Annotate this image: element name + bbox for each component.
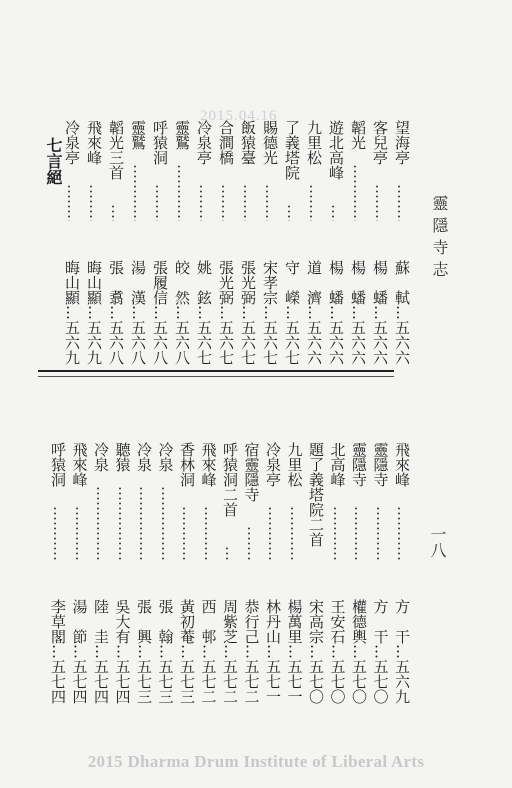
toc-leader-dots: [226, 546, 228, 560]
toc-entry-title: 賜德光: [261, 120, 279, 165]
toc-entry-page: 五六八: [173, 320, 191, 365]
toc-entry-author-page: [349, 599, 369, 704]
toc-entry-page: 五六八: [129, 320, 147, 365]
toc-entry-title: 冷泉: [156, 442, 175, 472]
toc-entry-author-page: [285, 599, 305, 704]
toc-leader-dots: [376, 184, 378, 221]
toc-entry-title: 了義塔院: [283, 120, 301, 180]
toc-entry-title: 香林洞: [178, 442, 196, 487]
toc-entry-title: 冷泉: [135, 442, 153, 472]
toc-entry-title: 呼猿洞: [151, 120, 169, 165]
toc-entry-title: 飛來峰: [393, 442, 411, 487]
toc-entry-author: 李草閣: [49, 599, 67, 644]
toc-entry-author-page: [392, 260, 412, 365]
toc-leader-sep: …: [349, 305, 367, 320]
toc-entry-author: 楊萬里: [285, 599, 304, 644]
toc-entry-author-page: [113, 599, 133, 704]
toc-leader-sep: …: [178, 644, 196, 659]
book-title: 靈隱寺志: [430, 195, 449, 283]
toc-leader-sep: …: [156, 644, 175, 659]
toc-leader-dots: [162, 486, 164, 560]
scan-date-stamp: 2015.04.16: [200, 108, 278, 124]
toc-leader-dots: [140, 486, 142, 560]
toc-leader-dots: [355, 506, 357, 560]
toc-entry: [371, 442, 391, 704]
toc-entry-author-page: [134, 599, 154, 704]
toc-entry-page: 五六七: [239, 320, 257, 365]
toc-entry: [285, 442, 305, 704]
toc-entry-page: 五六八: [107, 320, 125, 365]
toc-entry-page: 五六六: [327, 320, 345, 365]
toc-entry-page: 五七二: [242, 659, 261, 704]
toc-entry-title: 合澗橋: [217, 120, 235, 165]
toc-entry-page: 五七一: [264, 659, 282, 704]
toc-entry-page: 五六六: [349, 320, 367, 365]
toc-entry: [326, 120, 346, 365]
toc-entry-title: 靈隱寺: [371, 442, 390, 487]
toc-entry: [328, 442, 348, 704]
toc-leader-sep: …: [151, 305, 169, 320]
toc-entry-page: 五六七: [195, 320, 213, 365]
toc-entry-author: 西 邨: [199, 599, 218, 644]
toc-entry: [194, 120, 214, 365]
toc-leader-dots: [90, 184, 92, 221]
toc-entry: [304, 120, 324, 365]
toc-entry-page: 五七三: [135, 659, 153, 704]
toc-leader-sep: …: [135, 644, 153, 659]
toc-entry-page: 五七三: [178, 659, 196, 704]
toc-entry-author-page: [242, 599, 262, 704]
toc-entry-title: 北高峰: [328, 442, 347, 487]
toc-entry-author: 張 翥: [107, 260, 125, 305]
toc-entry-author: 晦山顯: [85, 260, 103, 305]
toc-leader-dots: [97, 486, 99, 560]
toc-entry-page: 五七〇: [350, 659, 368, 704]
toc-entry-page: 五七四: [70, 659, 89, 704]
toc-entry-page: 五七一: [285, 659, 304, 704]
toc-leader-dots: [119, 486, 121, 560]
toc-leader-sep: …: [371, 644, 390, 659]
toc-entry-page: 五六七: [283, 320, 301, 365]
toc-entry-page: 五七四: [113, 659, 132, 704]
toc-entry-page: 五六六: [305, 320, 323, 365]
toc-leader-sep: …: [173, 305, 191, 320]
toc-leader-dots: [244, 184, 246, 221]
toc-entry-author-page: [371, 599, 391, 704]
toc-leader-dots: [134, 164, 136, 221]
section-heading: 七言絕: [44, 137, 63, 185]
toc-entry-author-page: [348, 260, 368, 365]
toc-entry: [177, 442, 197, 704]
toc-entry-author: 楊 蟠: [327, 260, 345, 305]
toc-entry-author-page: [177, 599, 197, 704]
toc-entry: [216, 120, 236, 365]
toc-entry-author: 方 干: [393, 599, 411, 644]
toc-entry-author-page: [306, 599, 326, 704]
toc-entry-author-page: [91, 599, 111, 704]
toc-leader-dots: [310, 184, 312, 221]
toc-entry-author-page: [238, 260, 258, 365]
toc-entry-title: 飯猿臺: [239, 120, 257, 165]
toc-entry-page: 五六六: [371, 320, 389, 365]
toc-entry: [349, 442, 369, 704]
toc-leader-sep: …: [195, 305, 213, 320]
toc-entry-author-page: [156, 599, 176, 704]
toc-entry-title: 飛來峰: [199, 442, 218, 487]
toc-leader-dots: [266, 184, 268, 221]
toc-entry-author: 張光弼: [217, 260, 235, 305]
toc-leader-dots: [291, 506, 293, 560]
toc-entry: [84, 120, 104, 365]
toc-entry-author-page: [48, 599, 68, 704]
toc-entry-author: 陸 圭: [92, 599, 110, 644]
toc-entry-author: 皎 然: [173, 260, 191, 305]
toc-entry-page: 五六九: [393, 659, 411, 704]
toc-entry: [150, 120, 170, 365]
toc-leader-sep: …: [49, 644, 67, 659]
footer-watermark: 2015 Dharma Drum Institute of Liberal Arts: [87, 752, 425, 771]
toc-entry-author-page: [172, 260, 192, 365]
toc-entry-author-page: [70, 599, 90, 704]
toc-entry-author: 湯 節: [70, 599, 89, 644]
toc-entry-author: 恭行己: [242, 599, 261, 644]
toc-entry-title: 九里松: [305, 120, 323, 165]
toc-entry-author: 宋高宗: [307, 599, 325, 644]
toc-entry-author-page: [128, 260, 148, 365]
toc-leader-sep: …: [221, 644, 239, 659]
toc-entry-author: 權德輿: [350, 599, 368, 644]
toc-leader-sep: …: [261, 305, 279, 320]
toc-entry-author: 楊 蟠: [371, 260, 389, 305]
toc-leader-sep: …: [328, 644, 347, 659]
toc-entry-author: 守 嶸: [283, 260, 301, 305]
toc-entry: [199, 442, 219, 704]
toc-entry: [128, 120, 148, 365]
toc-entry-title: 飛來峰: [70, 442, 89, 487]
toc-entry-title: 聽猿: [113, 442, 132, 472]
toc-leader-sep: …: [285, 644, 304, 659]
toc-entry-page: 五六九: [85, 320, 103, 365]
divider-rule-thin: [38, 376, 394, 377]
toc-entry-author-page: [392, 599, 412, 704]
toc-entry-page: 五七四: [49, 659, 67, 704]
toc-leader-dots: [377, 506, 379, 560]
toc-entry-author-page: [304, 260, 324, 365]
toc-entry: [113, 442, 133, 704]
toc-entry-author-page: [150, 260, 170, 365]
toc-entry-author: 黃初菴: [178, 599, 196, 644]
toc-leader-dots: [398, 506, 400, 560]
toc-entry-author: 張履信: [151, 260, 169, 305]
toc-leader-sep: …: [129, 305, 147, 320]
toc-entry-author: 周紫芝: [221, 599, 239, 644]
toc-entry-author: 張 興: [135, 599, 153, 644]
toc-entry: [348, 120, 368, 365]
toc-entry: [134, 442, 154, 704]
toc-entry-page: 五七二: [221, 659, 239, 704]
toc-entry-author: 道 濟: [305, 260, 323, 305]
toc-entry-author-page: [260, 260, 280, 365]
toc-entry: [242, 442, 262, 704]
toc-entry-title: 靈隱寺: [350, 442, 368, 487]
divider-rule: [38, 370, 394, 372]
toc-entry: [263, 442, 283, 704]
toc-leader-sep: …: [264, 644, 282, 659]
toc-entry-title: 呼猿洞: [49, 442, 67, 487]
toc-leader-sep: …: [393, 305, 411, 320]
toc-leader-sep: …: [239, 305, 257, 320]
toc-entry-title: 宿靈隱寺: [242, 442, 261, 502]
toc-entry-author-page: [199, 599, 219, 704]
toc-entry-title: 冷泉亭: [63, 120, 81, 165]
toc-entry: [48, 442, 68, 704]
toc-entry-author: 姚 鉉: [195, 260, 213, 305]
toc-entry-author: 宋孝宗: [261, 260, 279, 305]
toc-entry: [392, 120, 412, 365]
toc-leader-sep: …: [70, 644, 89, 659]
toc-leader-sep: …: [393, 644, 411, 659]
toc-entry-author-page: [282, 260, 302, 365]
toc-leader-sep: …: [107, 305, 125, 320]
toc-entry-title: 冷泉: [92, 442, 110, 472]
toc-leader-sep: …: [371, 305, 389, 320]
toc-leader-dots: [205, 506, 207, 560]
toc-entry: [392, 442, 412, 704]
toc-entry: [106, 120, 126, 365]
toc-leader-dots: [178, 164, 180, 221]
toc-entry-author-page: [328, 599, 348, 704]
toc-leader-sep: …: [217, 305, 235, 320]
toc-entry-title: 韜光三首: [107, 120, 125, 180]
toc-leader-dots: [76, 506, 78, 560]
toc-entry-author: 蘇 軾: [393, 260, 411, 305]
toc-entry-author: 林丹山: [264, 599, 282, 644]
toc-leader-dots: [334, 506, 336, 560]
toc-entry-page: 五六六: [393, 320, 411, 365]
toc-entry-author-page: [263, 599, 283, 704]
toc-entry: [91, 442, 111, 704]
toc-leader-dots: [68, 184, 70, 221]
toc-entry-title: 客兒亭: [371, 120, 389, 165]
toc-entry-page: 五六七: [261, 320, 279, 365]
toc-entry-author: 王安石: [328, 599, 347, 644]
toc-entry-title: 靈鷲: [129, 120, 147, 150]
toc-entry: [156, 442, 176, 704]
toc-leader-sep: …: [85, 305, 103, 320]
toc-entry: [260, 120, 280, 365]
toc-leader-sep: …: [327, 305, 345, 320]
toc-leader-sep: …: [283, 305, 301, 320]
toc-entry-title: 題了義塔院二首: [307, 442, 325, 547]
toc-leader-sep: …: [92, 644, 110, 659]
toc-entry-page: 五七二: [199, 659, 218, 704]
toc-entry-title: 呼猿洞二首: [221, 442, 239, 517]
toc-entry-title: 冷泉亭: [195, 120, 213, 165]
toc-entry: [282, 120, 302, 365]
toc-leader-dots: [54, 506, 56, 560]
toc-entry: [70, 442, 90, 704]
toc-entry-title: 靈鷲: [173, 120, 191, 150]
toc-leader-sep: …: [350, 644, 368, 659]
toc-leader-sep: …: [113, 644, 132, 659]
toc-entry-author-page: [216, 260, 236, 365]
toc-entry: [306, 442, 326, 704]
toc-entry: [172, 120, 192, 365]
toc-entry-page: 五六七: [217, 320, 235, 365]
toc-entry-page: 五七三: [156, 659, 175, 704]
toc-leader-dots: [222, 184, 224, 221]
toc-entry-author: 晦山顯: [63, 260, 81, 305]
toc-entry-author-page: [106, 260, 126, 365]
toc-entry-title: 冷泉亭: [264, 442, 282, 487]
page-number: 一八: [428, 526, 447, 558]
toc-entry-page: 五七〇: [307, 659, 325, 704]
toc-entry: [238, 120, 258, 365]
toc-entry-author: 方 干: [371, 599, 390, 644]
toc-leader-sep: …: [242, 644, 261, 659]
toc-entry-title: 飛來峰: [85, 120, 103, 165]
toc-entry-title: 韜光: [349, 120, 367, 150]
toc-entry-author: 張 翰: [156, 599, 175, 644]
toc-entry-author: 張光弼: [239, 260, 257, 305]
toc-leader-dots: [269, 506, 271, 560]
toc-entry: [370, 120, 390, 365]
toc-leader-dots: [112, 204, 114, 221]
toc-entry-title: 望海亭: [393, 120, 411, 165]
toc-entry-author: 湯 漢: [129, 260, 147, 305]
toc-entry-author-page: [62, 260, 82, 365]
toc-entry-title: 遊北高峰: [327, 120, 345, 180]
toc-entry-author-page: [220, 599, 240, 704]
toc-entry-author-page: [84, 260, 104, 365]
toc-leader-sep: …: [307, 644, 325, 659]
toc-leader-sep: …: [63, 305, 81, 320]
toc-entry-author-page: [194, 260, 214, 365]
toc-leader-dots: [354, 164, 356, 221]
toc-entry-page: 五七四: [92, 659, 110, 704]
toc-entry: [62, 120, 82, 365]
toc-leader-sep: …: [305, 305, 323, 320]
toc-entry-page: 五七〇: [328, 659, 347, 704]
toc-leader-dots: [156, 184, 158, 221]
toc-leader-dots: [183, 506, 185, 560]
toc-entry-author-page: [326, 260, 346, 365]
toc-entry-page: 五七〇: [371, 659, 390, 704]
toc-leader-dots: [200, 184, 202, 221]
toc-leader-dots: [332, 204, 334, 221]
toc-leader-dots: [288, 204, 290, 221]
toc-entry-page: 五六九: [63, 320, 81, 365]
toc-leader-dots: [248, 526, 250, 560]
toc-entry-author: 楊 蟠: [349, 260, 367, 305]
toc-entry: [220, 442, 240, 704]
toc-entry-page: 五六八: [151, 320, 169, 365]
toc-leader-sep: …: [199, 644, 218, 659]
toc-entry-author: 吳大有: [113, 599, 132, 644]
toc-entry-title: 九里松: [285, 442, 304, 487]
toc-leader-dots: [398, 184, 400, 221]
toc-entry-author-page: [370, 260, 390, 365]
